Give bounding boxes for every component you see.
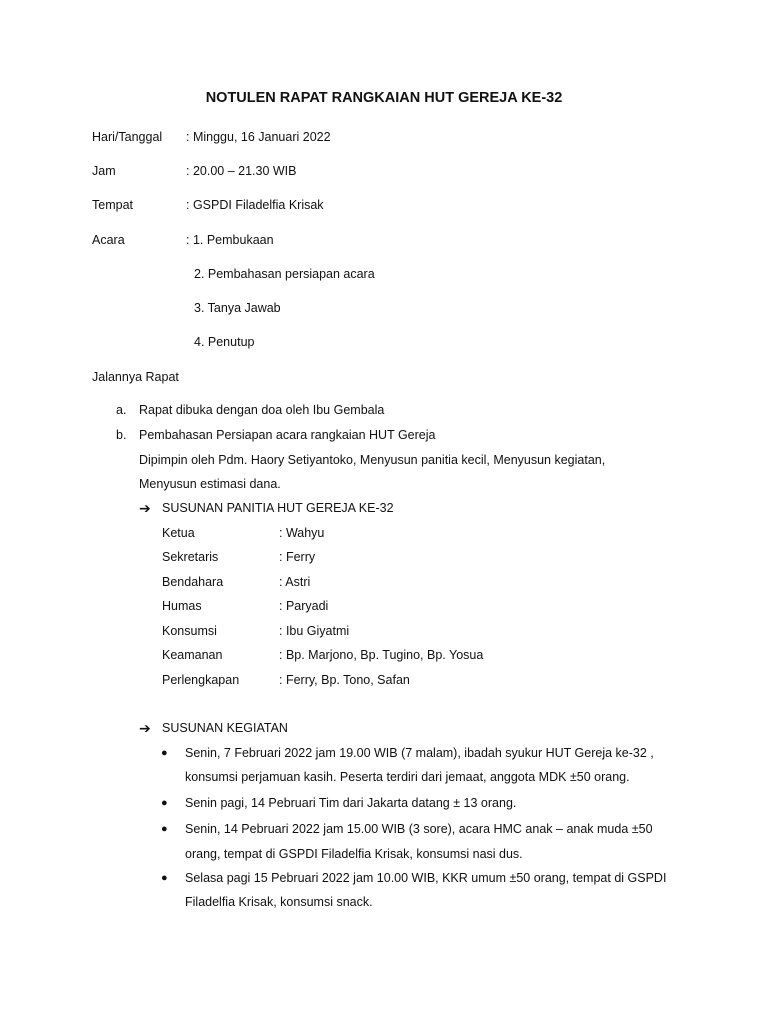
panitia-role: Perlengkapan <box>162 673 240 687</box>
list-item-b: Pembahasan Persiapan acara rangkaian HUT Gereja <box>139 428 436 442</box>
kegiatan-item-cont: orang, tempat di GSPDI Filadelfia Krisak, konsumsi nasi dus. <box>185 847 523 861</box>
arrow-right-icon: ➔ <box>139 720 151 736</box>
kegiatan-heading: SUSUNAN KEGIATAN <box>162 721 288 735</box>
panitia-name: : Paryadi <box>279 599 329 613</box>
agenda-item: 3. Tanya Jawab <box>194 301 281 315</box>
meta-value-agenda: : 1. Pembukaan <box>186 233 274 247</box>
section-heading: Jalannya Rapat <box>92 370 179 384</box>
bullet-icon: ● <box>161 797 168 809</box>
panitia-name: : Ibu Giyatmi <box>279 624 350 638</box>
meta-value-time: : 20.00 – 21.30 WIB <box>186 164 297 178</box>
bullet-icon: ● <box>161 872 168 884</box>
kegiatan-item: Selasa pagi 15 Pebruari 2022 jam 10.00 WIB, KKR umum ±50 orang, tempat di GSPDI <box>185 871 667 885</box>
document-title: NOTULEN RAPAT RANGKAIAN HUT GEREJA KE-32 <box>205 90 563 106</box>
kegiatan-item: Senin, 14 Pebruari 2022 jam 15.00 WIB (3 sore), acara HMC anak – anak muda ±50 <box>185 822 653 836</box>
agenda-item: 4. Penutup <box>194 335 255 349</box>
panitia-role: Keamanan <box>162 648 223 662</box>
kegiatan-item-cont: konsumsi perjamuan kasih. Peserta terdiri dari jemaat, anggota MDK ±50 orang. <box>185 770 630 784</box>
kegiatan-item: Senin, 7 Februari 2022 jam 19.00 WIB (7 malam), ibadah syukur HUT Gereja ke-32 , <box>185 746 654 760</box>
list-item-b-desc: Dipimpin oleh Pdm. Haory Setiyantoko, Menyusun panitia kecil, Menyusun kegiatan, <box>139 453 606 467</box>
kegiatan-item-cont: Filadelfia Krisak, konsumsi snack. <box>185 895 373 909</box>
panitia-role: Bendahara <box>162 575 224 589</box>
panitia-name: : Astri <box>279 575 311 589</box>
kegiatan-item: Senin pagi, 14 Pebruari Tim dari Jakarta datang ± 13 orang. <box>185 796 517 810</box>
meta-value-date: : Minggu, 16 Januari 2022 <box>186 130 331 144</box>
meta-value-place: : GSPDI Filadelfia Krisak <box>186 198 324 212</box>
panitia-name: : Bp. Marjono, Bp. Tugino, Bp. Yosua <box>279 648 484 662</box>
meta-label-time: Jam <box>92 164 116 178</box>
panitia-name: : Ferry <box>279 550 316 564</box>
meta-label-date: Hari/Tanggal <box>92 130 163 144</box>
list-item-b-desc: Menyusun estimasi dana. <box>139 477 281 491</box>
list-marker-a: a. <box>116 403 127 417</box>
panitia-heading: SUSUNAN PANITIA HUT GEREJA KE-32 <box>162 501 394 515</box>
list-marker-b: b. <box>116 428 127 442</box>
arrow-right-icon: ➔ <box>139 500 151 516</box>
panitia-role: Ketua <box>162 526 195 540</box>
panitia-name: : Wahyu <box>279 526 325 540</box>
panitia-name: : Ferry, Bp. Tono, Safan <box>279 673 410 687</box>
panitia-role: Sekretaris <box>162 550 219 564</box>
meta-label-place: Tempat <box>92 198 133 212</box>
bullet-icon: ● <box>161 823 168 835</box>
agenda-item: 2. Pembahasan persiapan acara <box>194 267 375 281</box>
list-item-a: Rapat dibuka dengan doa oleh Ibu Gembala <box>139 403 385 417</box>
panitia-role: Konsumsi <box>162 624 217 638</box>
meta-label-agenda: Acara <box>92 233 125 247</box>
panitia-role: Humas <box>162 599 202 613</box>
bullet-icon: ● <box>161 747 168 759</box>
